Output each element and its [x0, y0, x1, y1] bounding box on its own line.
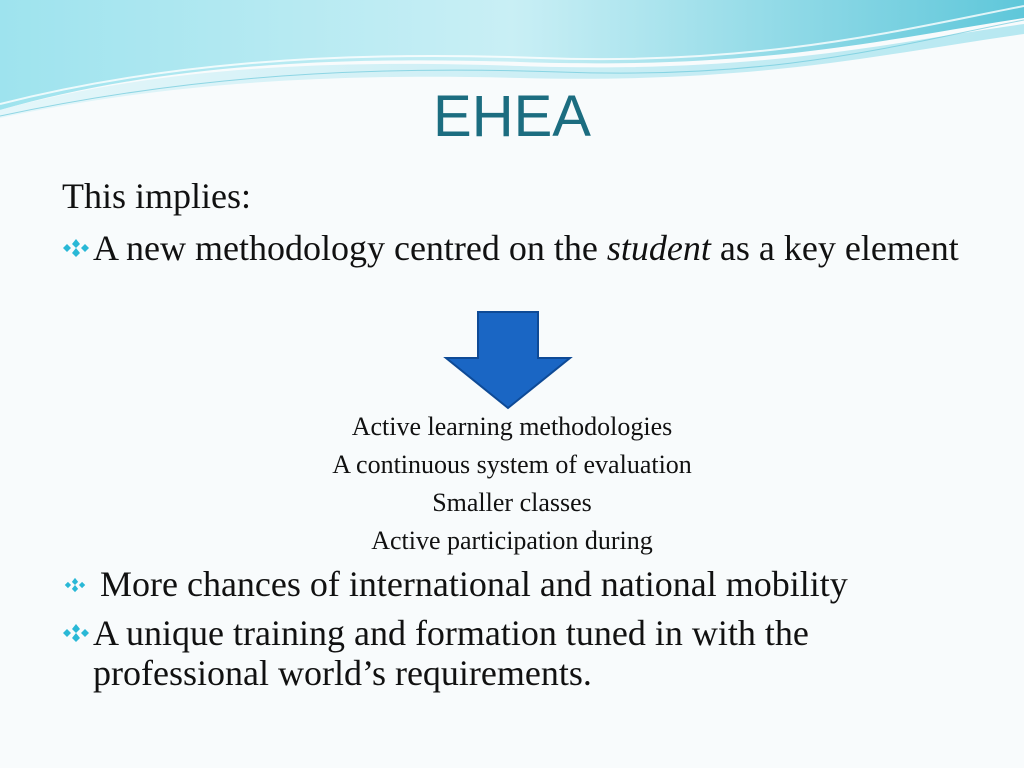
- sub-item: Active learning methodologies: [351, 412, 673, 441]
- intro-text: This implies:: [62, 176, 251, 216]
- bullet-text: More chances of international and national mobility: [100, 564, 848, 604]
- bullet-item-training: [62, 613, 962, 693]
- down-arrow-icon: [443, 310, 573, 410]
- bullet-text-before: A new methodology centred on the: [93, 228, 607, 268]
- bullet-text: A unique training and formation tuned in with the professional world’s requirements.: [93, 613, 809, 693]
- bullet-text-after: as a key element: [710, 228, 959, 268]
- bullet-text: [62, 228, 962, 268]
- bullet-text-emphasis: student: [606, 228, 711, 268]
- sub-item: A continuous system of evaluation: [332, 450, 692, 479]
- diamond-bullet-icon: [62, 623, 90, 643]
- bullet-item-methodology: [62, 228, 962, 268]
- diamond-bullet-icon: [62, 238, 90, 258]
- bullet-item-mobility: [62, 564, 962, 604]
- sub-item: Active participation during: [371, 526, 653, 555]
- sub-item: Smaller classes: [432, 488, 592, 517]
- slide-title: EHEA: [433, 84, 591, 149]
- diamond-bullet-icon: [64, 577, 86, 593]
- sub-item-list: [0, 408, 1024, 560]
